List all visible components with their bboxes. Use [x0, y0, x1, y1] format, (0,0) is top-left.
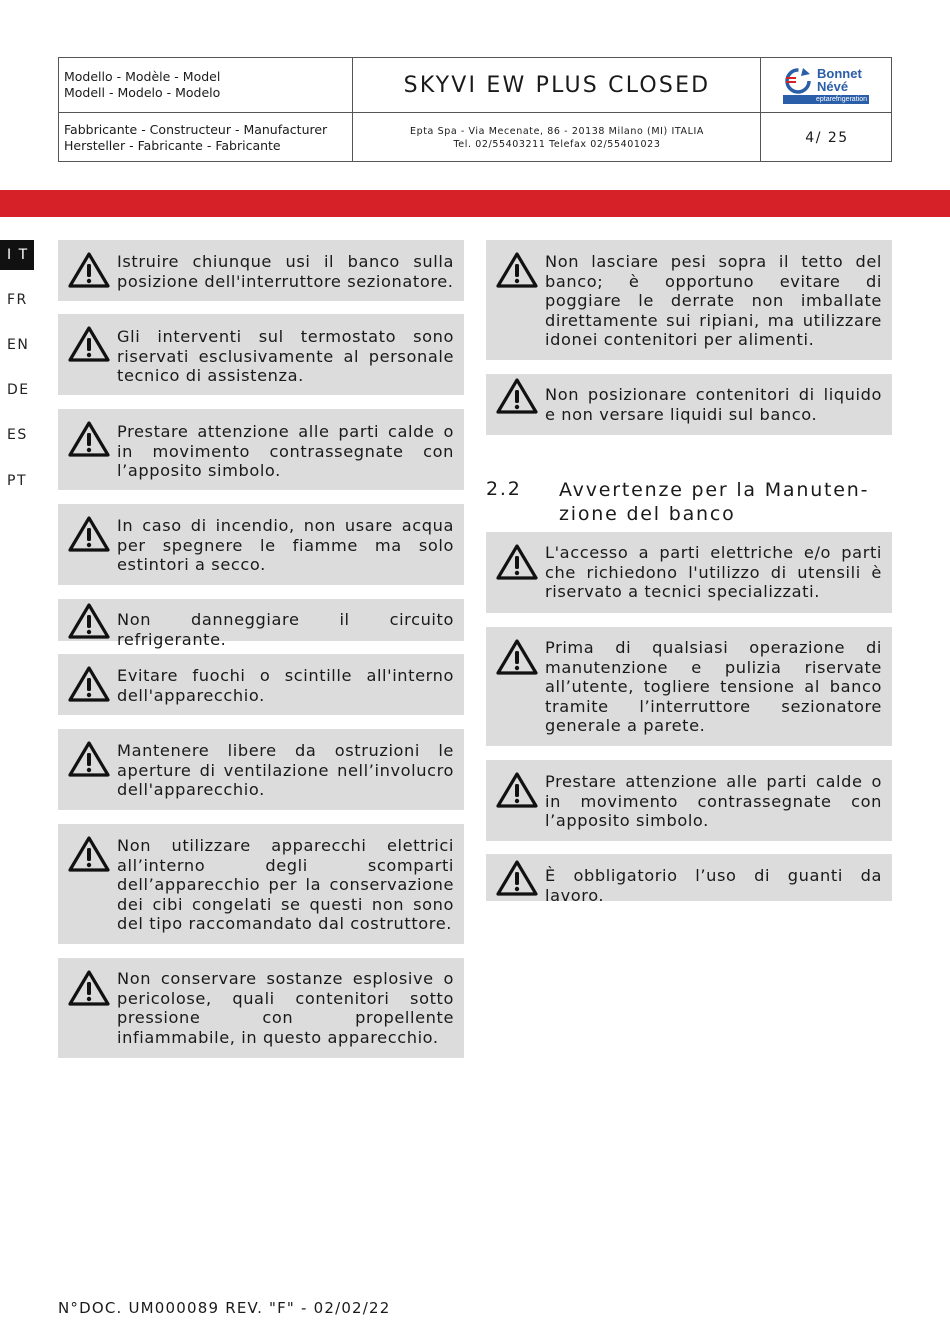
warning-triangle-icon [67, 969, 111, 1007]
warning-text: Evitare fuochi o scintille all'interno dell'apparecchio. [117, 666, 454, 705]
warning-box [486, 532, 892, 613]
warning-text: L'accesso a parti elettriche e/o parti che richiedono l'utilizzo di utensili è riservato a tecnici specializzati. [545, 543, 882, 601]
manufacturer-address: Epta Spa - Via Mecenate, 86 - 20138 Milano (MI) ITALIA Tel. 02/55403211 Telefax 02/55401023 [409, 126, 705, 150]
warning-text: In caso di incendio, non usare acqua per spegnere le fiamme ma solo estintori a secco. [117, 516, 454, 574]
warning-triangle-icon [495, 859, 539, 897]
warning-text: Non danneggiare il circuito refrigerante. [117, 610, 454, 649]
warning-box [58, 729, 464, 810]
section-number: 2.2 [486, 478, 522, 500]
warning-box [486, 760, 892, 841]
lang-tab-en[interactable]: EN [7, 337, 30, 353]
warning-triangle-icon [495, 377, 539, 415]
warning-triangle-icon [67, 665, 111, 703]
lang-tab-pt[interactable]: PT [7, 473, 27, 489]
warning-triangle-icon [67, 602, 111, 640]
warning-triangle-icon [67, 420, 111, 458]
warning-triangle-icon [495, 251, 539, 289]
warning-text: Gli interventi sul termostato sono riservati esclusivamente al personale tecnico di assistenza. [117, 327, 454, 385]
warning-text: Non lasciare pesi sopra il tetto del banco; è opportuno evitare di poggiare le derrate non imballate direttamente sui ripiani, ma utilizzare idonei contenitori per alimenti. [545, 252, 882, 349]
warning-box [486, 374, 892, 435]
warning-triangle-icon [67, 325, 111, 363]
lang-tab-it[interactable]: I T [0, 240, 34, 270]
warning-text: Non posizionare contenitori di liquido e non versare liquidi sul banco. [545, 385, 882, 424]
warning-text: Prima di qualsiasi operazione di manutenzione e pulizia riservate all’utente, togliere tensione al banco tramite l’interruttore sezionatore generale a parete. [545, 638, 882, 735]
logo-refresh-icon [783, 66, 813, 96]
warning-text: Prestare attenzione alle parti calde o in movimento contrassegnate con l’apposito simbolo. [117, 422, 454, 480]
manufacturer-label: Fabbricante - Constructeur - Manufacturer Hersteller - Fabricante - Fabricante [64, 122, 328, 153]
warning-triangle-icon [495, 638, 539, 676]
document-number: N°DOC. UM000089 REV. "F" - 02/02/22 [58, 1299, 391, 1317]
warning-box [58, 599, 464, 649]
warning-box [58, 958, 464, 1058]
brand-logo: Bonnet Névé eptarefrigeration [783, 66, 869, 106]
warning-box [486, 627, 892, 746]
section-title: Avvertenze per la Manuten- zione del banco [559, 479, 870, 525]
warning-text: Non conservare sostanze esplosive o pericolose, quali contenitori sotto pressione con propellente infiammabile, in questo apparecchio. [117, 969, 454, 1047]
warning-box [58, 240, 464, 301]
warning-text: È obbligatorio l’uso di guanti da lavoro. [545, 866, 882, 905]
warning-text: Mantenere libere da ostruzioni le aperture di ventilazione nell’involucro dell'apparecchio. [117, 741, 454, 799]
lang-tab-es[interactable]: ES [7, 427, 28, 443]
warning-triangle-icon [495, 771, 539, 809]
warning-text: Prestare attenzione alle parti calde o in movimento contrassegnate con l’apposito simbolo. [545, 772, 882, 830]
warning-box [58, 409, 464, 490]
warning-triangle-icon [67, 515, 111, 553]
warning-box [58, 654, 464, 715]
warning-text: Istruire chiunque usi il banco sulla posizione dell'interruttore sezionatore. [117, 252, 454, 291]
warning-box [58, 824, 464, 944]
model-label: Modello - Modèle - Model Modell - Modelo - Modelo [64, 69, 221, 100]
warning-triangle-icon [67, 740, 111, 778]
warning-triangle-icon [495, 543, 539, 581]
model-name: SKYVI EW PLUS CLOSED [403, 72, 711, 98]
warning-triangle-icon [67, 835, 111, 873]
header-table [58, 57, 892, 162]
warning-box [58, 504, 464, 585]
accent-bar [0, 190, 950, 217]
warning-triangle-icon [67, 251, 111, 289]
warning-box [486, 854, 892, 905]
page-number: 4/ 25 [805, 130, 849, 146]
warning-box [486, 240, 892, 360]
lang-tab-fr[interactable]: FR [7, 292, 28, 308]
lang-tab-de[interactable]: DE [7, 382, 30, 398]
warning-text: Non utilizzare apparecchi elettrici all’interno degli scomparti dell’apparecchio per la conservazione dei cibi congelati se questi non sono del tipo raccomandato dal costruttore. [117, 836, 454, 933]
warning-box [58, 314, 464, 395]
